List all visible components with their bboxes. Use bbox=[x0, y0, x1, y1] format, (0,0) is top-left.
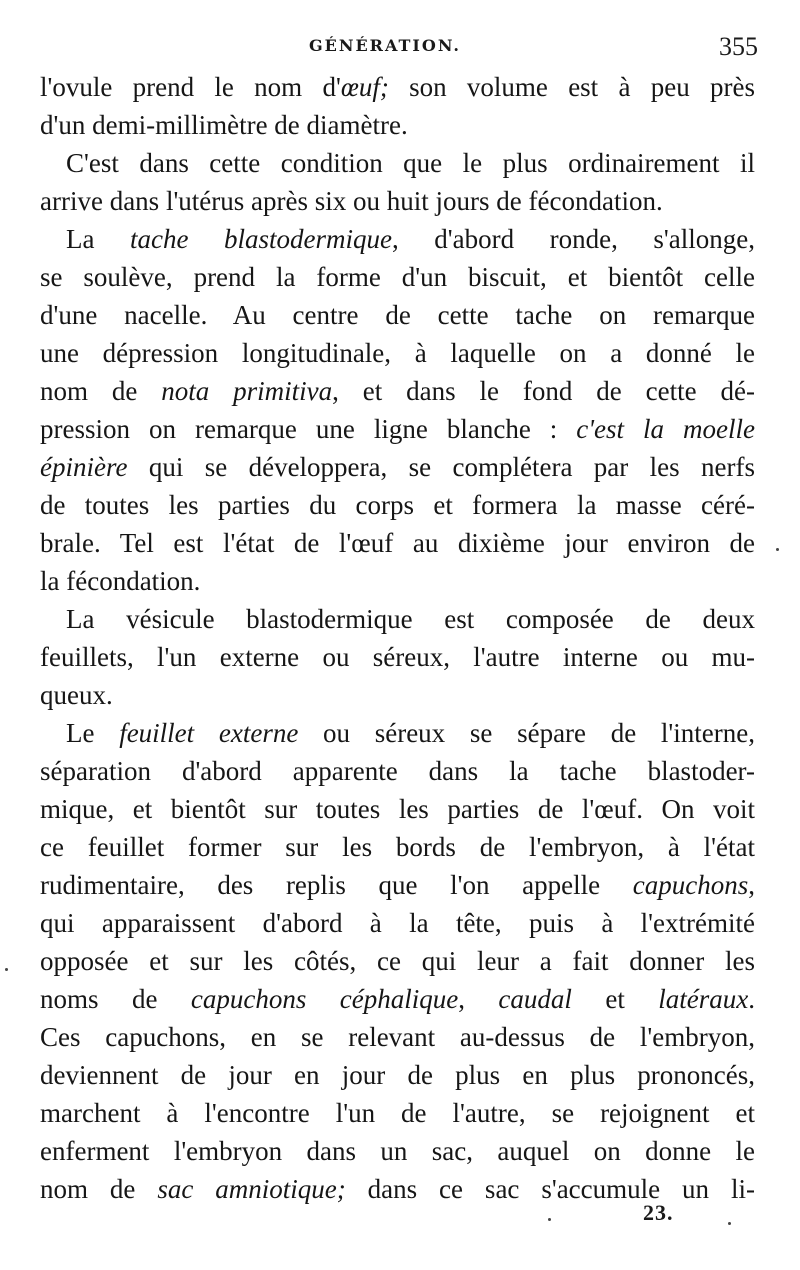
text-line bbox=[40, 562, 755, 600]
print-speck bbox=[5, 968, 8, 971]
italic-text: sac amniotique; bbox=[157, 1174, 346, 1204]
text-segment: arrive dans l'utérus après six ou huit jours de fécondation. bbox=[40, 186, 663, 216]
text-segment: et bbox=[571, 984, 659, 1014]
text-segment: enferment l'embryon dans un sac, auquel on donne le bbox=[40, 1136, 755, 1166]
print-speck bbox=[776, 548, 779, 551]
text-segment: rudimentaire, des replis que l'on appelle bbox=[40, 870, 633, 900]
text-segment: de toutes les parties du corps et formera la masse céré- bbox=[40, 490, 755, 520]
text-line bbox=[40, 68, 755, 106]
text-segment: pression on remarque une ligne blanche : bbox=[40, 414, 577, 444]
italic-text: latéraux bbox=[658, 984, 749, 1014]
body-text bbox=[40, 68, 755, 1208]
text-line bbox=[40, 1018, 755, 1056]
signature-mark: 23. bbox=[643, 1200, 674, 1225]
page-number: 355 bbox=[719, 32, 758, 61]
text-segment: d'une nacelle. Au centre de cette tache on remarque bbox=[40, 300, 755, 330]
text-segment: ce feuillet former sur les bords de l'embryon, à l'état bbox=[40, 832, 755, 862]
text-segment: La vésicule blastodermique est composée de deux bbox=[66, 604, 755, 634]
text-segment: nom de bbox=[40, 1174, 158, 1204]
text-line bbox=[40, 1094, 755, 1132]
italic-text: feuillet externe bbox=[119, 718, 299, 748]
text-segment: d'un demi-millimètre de diamètre. bbox=[40, 110, 408, 140]
text-segment: , d'abord ronde, s'allonge, bbox=[392, 224, 755, 254]
text-line bbox=[40, 638, 755, 676]
print-speck bbox=[548, 1218, 551, 1221]
print-speck bbox=[728, 1222, 731, 1225]
text-line bbox=[40, 676, 755, 714]
text-line bbox=[40, 334, 755, 372]
text-segment: Ces capuchons, en se relevant au-dessus de l'embryon, bbox=[40, 1022, 755, 1052]
text-line bbox=[40, 752, 755, 790]
text-segment: la fécondation. bbox=[40, 566, 201, 596]
text-segment: se soulève, prend la forme d'un biscuit, et bientôt celle bbox=[40, 262, 755, 292]
running-title: GÉNÉRATION. bbox=[308, 36, 461, 55]
text-segment: queux. bbox=[40, 680, 113, 710]
text-line bbox=[40, 372, 755, 410]
text-line bbox=[40, 182, 755, 220]
italic-text: épinière bbox=[40, 452, 128, 482]
text-line bbox=[40, 220, 755, 258]
text-segment: Le bbox=[66, 718, 120, 748]
text-segment: qui se développera, se complétera par les nerfs bbox=[127, 452, 755, 482]
text-segment: , et dans le fond de cette dé- bbox=[332, 376, 755, 406]
text-line bbox=[40, 106, 755, 144]
text-line bbox=[40, 980, 755, 1018]
text-line bbox=[40, 942, 755, 980]
text-segment: une dépression longitudinale, à laquelle on a donné le bbox=[40, 338, 755, 368]
text-line bbox=[40, 904, 755, 942]
text-line bbox=[40, 714, 755, 752]
text-segment: noms de bbox=[40, 984, 191, 1014]
text-line bbox=[40, 600, 755, 638]
text-line bbox=[40, 144, 755, 182]
text-segment: feuillets, l'un externe ou séreux, l'autre interne ou mu- bbox=[40, 642, 755, 672]
text-segment: deviennent de jour en jour de plus en plus prononcés, bbox=[40, 1060, 755, 1090]
text-segment: . bbox=[748, 984, 755, 1014]
italic-text: nota primitiva bbox=[161, 376, 333, 406]
text-line bbox=[40, 486, 755, 524]
text-segment: C'est dans cette condition que le plus ordinairement il bbox=[66, 148, 755, 178]
text-segment: dans ce sac s'accumule un li- bbox=[345, 1174, 755, 1204]
text-line bbox=[40, 866, 755, 904]
text-segment: nom de bbox=[40, 376, 162, 406]
text-line bbox=[40, 828, 755, 866]
text-line bbox=[40, 448, 755, 486]
text-segment: marchent à l'encontre l'un de l'autre, se rejoignent et bbox=[40, 1098, 755, 1128]
text-segment: , bbox=[748, 870, 755, 900]
text-line bbox=[40, 790, 755, 828]
text-segment: La bbox=[66, 224, 131, 254]
text-line bbox=[40, 296, 755, 334]
italic-text: œuf; bbox=[340, 72, 389, 102]
text-line bbox=[40, 1132, 755, 1170]
italic-text: tache blastodermique bbox=[130, 224, 392, 254]
italic-text: capuchons céphalique bbox=[190, 984, 459, 1014]
italic-text: c'est la moelle bbox=[576, 414, 755, 444]
italic-text: capuchons bbox=[632, 870, 749, 900]
text-segment: brale. Tel est l'état de l'œuf au dixième jour environ de bbox=[40, 528, 755, 558]
text-line bbox=[40, 524, 755, 562]
text-line bbox=[40, 1056, 755, 1094]
italic-text: caudal bbox=[498, 984, 572, 1014]
text-segment: , bbox=[458, 984, 499, 1014]
text-segment: mique, et bientôt sur toutes les parties de l'œuf. On voit bbox=[40, 794, 755, 824]
text-segment: ou séreux se sépare de l'interne, bbox=[298, 718, 755, 748]
text-segment: son volume est à peu près bbox=[388, 72, 755, 102]
text-line bbox=[40, 410, 755, 448]
text-segment: qui apparaissent d'abord à la tête, puis à l'extrémité bbox=[40, 908, 755, 938]
text-segment: l'ovule prend le nom d' bbox=[40, 72, 341, 102]
text-segment: séparation d'abord apparente dans la tache blastoder- bbox=[40, 756, 755, 786]
page-header bbox=[0, 34, 800, 62]
text-segment: opposée et sur les côtés, ce qui leur a fait donner les bbox=[40, 946, 755, 976]
text-line bbox=[40, 258, 755, 296]
